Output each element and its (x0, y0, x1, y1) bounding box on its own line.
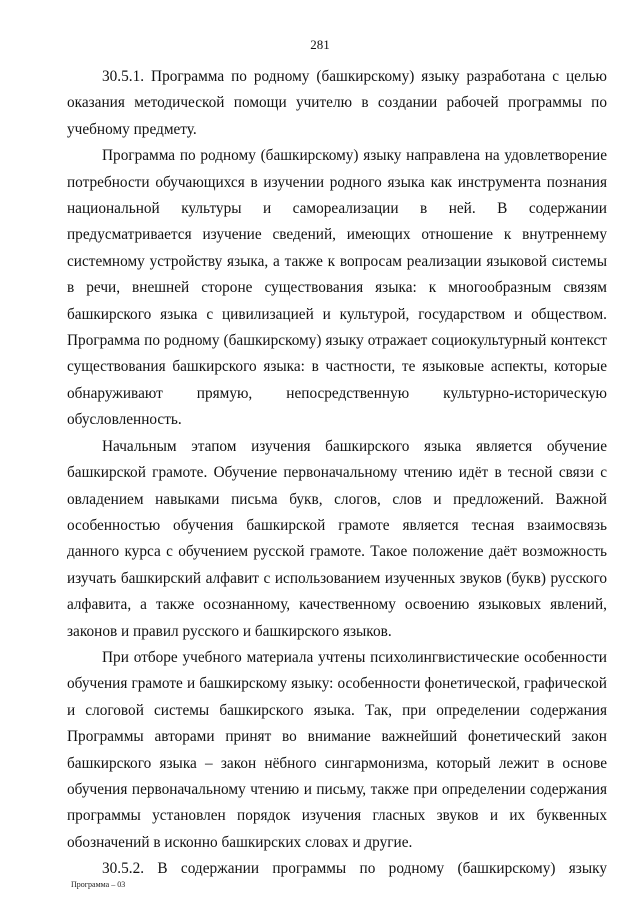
page-number: 281 (310, 37, 330, 52)
paragraph-initial-stage: Начальным этапом изучения башкирского языка является обучение башкирской грамоте. Обучение первоначальному чтению идёт в тесной связи с овладением навыками письма букв, слогов, слов и предложений. Важной особенностью обучения башкирской грамоте является тесная взаимосвязь данного курса с обучением русской грамоте. Такое положение даёт возможность изучать башкирский алфавит с использованием изученных звуков (букв) русского алфавита, а также осознанному, качественному освоению языковых явлений, законов и правил русского и башкирского языков. (67, 437, 607, 640)
paragraph-30-5-2: 30.5.2. В содержании программы по родному (башкирскому) языку (102, 860, 607, 878)
page-footer: Программа – 03 (71, 880, 126, 889)
paragraph-program-purpose: Программа по родному (башкирскому) языку направлена на удовлетворение потребности обучающихся в изучении родного языка как инструмента познания национальной культуры и самореализации в ней. В содержании предусматривается изучение сведений, имеющих отношение к внутреннему системному устройству языка, а также к вопросам реализации языковой системы в речи, внешней стороне существования языка: к многообразным связям башкирского языка с цивилизацией и культурой, государством и обществом. Программа по родному (башкирскому) языку отражает социокультурный контекст существования башкирского языка: в частности, те языковые аспекты, которые обнаруживают прямую, непосредственную культурно-историческую обусловленность. (67, 147, 607, 429)
paragraph-30-5-1: 30.5.1. Программа по родному (башкирскому) языку разработана с целью оказания методической помощи учителю в создании рабочей программы по учебному предмету. (67, 68, 607, 138)
document-body (67, 64, 607, 883)
paragraph-material-selection: При отборе учебного материала учтены психолингвистические особенности обучения грамоте и башкирскому языку: особенности фонетической, графической и слоговой системы башкирского языка. Так, при определении содержания Программы авторами принят во внимание важнейший фонетический закон башкирского языка – закон нёбного сингармонизма, который лежит в основе обучения первоначальному чтению и письму, также при определении содержания программы установлен порядок изучения гласных звуков и их буквенных обозначений в исконно башкирских словах и другие. (67, 648, 607, 851)
